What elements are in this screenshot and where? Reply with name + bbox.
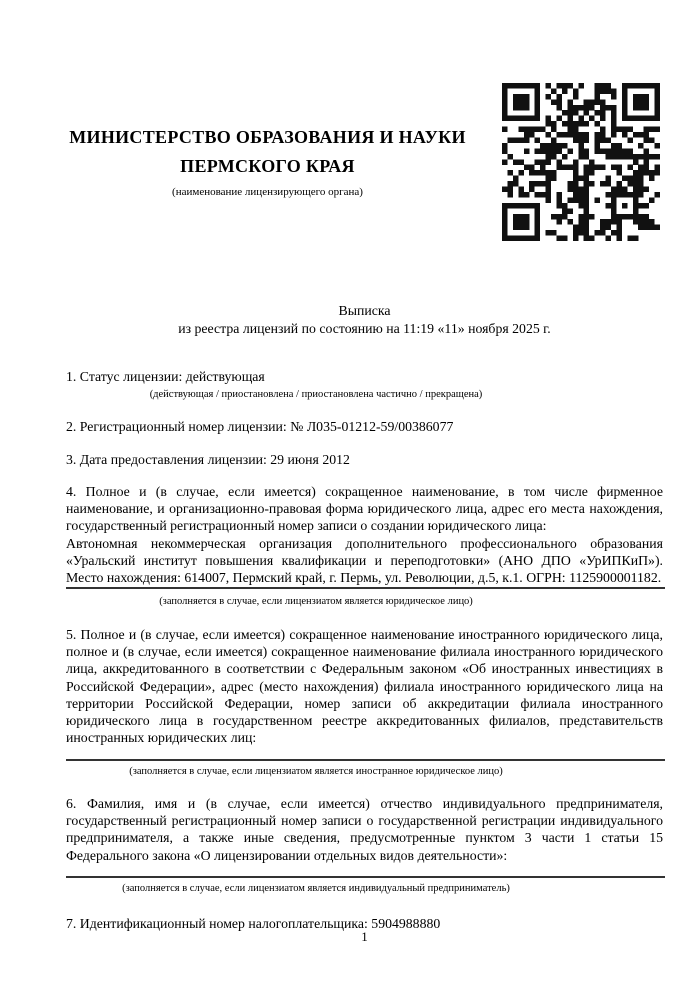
item-3-grant-date: 3. Дата предоставления лицензии: 29 июня 2012 <box>66 451 350 467</box>
item-4-legal-entity-heading: 4. Полное и (в случае, если имеется) сокращенное наименование, в том числе фирменное наименование, и организационно-правовая форма юридического лица, адрес его места нахождения, государственный регистрационный номер записи о создании юридического лица: <box>66 483 663 534</box>
item-6-entrepreneur-caption: (заполняется в случае, если лицензиатом является индивидуальный предприниматель) <box>122 882 510 894</box>
licensing-authority-caption: (наименование лицензирующего органа) <box>172 186 363 198</box>
item-5-blank-field-line <box>66 747 665 761</box>
item-1-license-status: 1. Статус лицензии: действующая <box>66 369 265 384</box>
item-2-registration-number: 2. Регистрационный номер лицензии: № Л035-01212-59/00386077 <box>66 419 454 435</box>
item-5-foreign-entity-heading: 5. Полное и (в случае, если имеется) сокращенное наименование иностранного юридического лица, полное и (в случае, если имеется) сокращенное наименование филиала иностранного юридического лица, аккредитованного в соответствии с Федеральным законом «Об иностранных инвестициях в Российской Федерации», адрес (место нахождения) филиала иностранного юридического лица на территории Российской Федерации, номер записи об аккредитации филиала иностранного юридического лица в государственном реестре аккредитованных филиалов, представительств иностранных юридических лиц: <box>66 626 663 746</box>
qr-code <box>502 83 660 241</box>
item-6-blank-field-line <box>66 864 665 878</box>
item-7-taxpayer-id: 7. Идентификационный номер налогоплательщика: 5904988880 <box>66 915 441 931</box>
ministry-name-line2: ПЕРМСКОГО КРАЯ <box>180 156 355 176</box>
ministry-name-line1: МИНИСТЕРСТВО ОБРАЗОВАНИЯ И НАУКИ <box>69 127 466 147</box>
document-title-line2: из реестра лицензий по состоянию на 11:19 «11» ноября 2025 г. <box>178 321 551 336</box>
item-1-status-options-caption: (действующая / приостановлена / приостановлена частично / прекращена) <box>149 389 483 401</box>
item-4-legal-entity-value: Автономная некоммерческая организация дополнительного профессионального образования «Уральский институт повышения квалификации и переподготовки» (АНО ДПО «УрИПКиП»). Место нахождения: 614007, Пермский край, г. Пермь, ул. Революции, д.5, к.1. ОГРН: 1125900001182. <box>66 535 663 586</box>
item-5-foreign-entity-caption: (заполняется в случае, если лицензиатом является иностранное юридическое лицо) <box>129 765 503 777</box>
document-title-line1: Выписка <box>338 303 391 318</box>
item-6-entrepreneur-heading: 6. Фамилия, имя и (в случае, если имеется) отчество индивидуального предпринимателя, государственный регистрационный номер записи о государственной регистрации индивидуального предпринимателя, а также иные сведения, предусмотренные пунктом 3 части 1 статьи 15 Федерального закона «О лицензировании отдельных видов деятельности»: <box>66 795 663 863</box>
document-body <box>66 302 663 932</box>
horizontal-rule-item4 <box>66 587 665 589</box>
item-4-legal-entity-caption: (заполняется в случае, если лицензиатом является юридическое лицо) <box>159 595 473 607</box>
document-title <box>66 302 663 338</box>
page-number: 1 <box>361 929 368 944</box>
document-header <box>45 123 490 199</box>
